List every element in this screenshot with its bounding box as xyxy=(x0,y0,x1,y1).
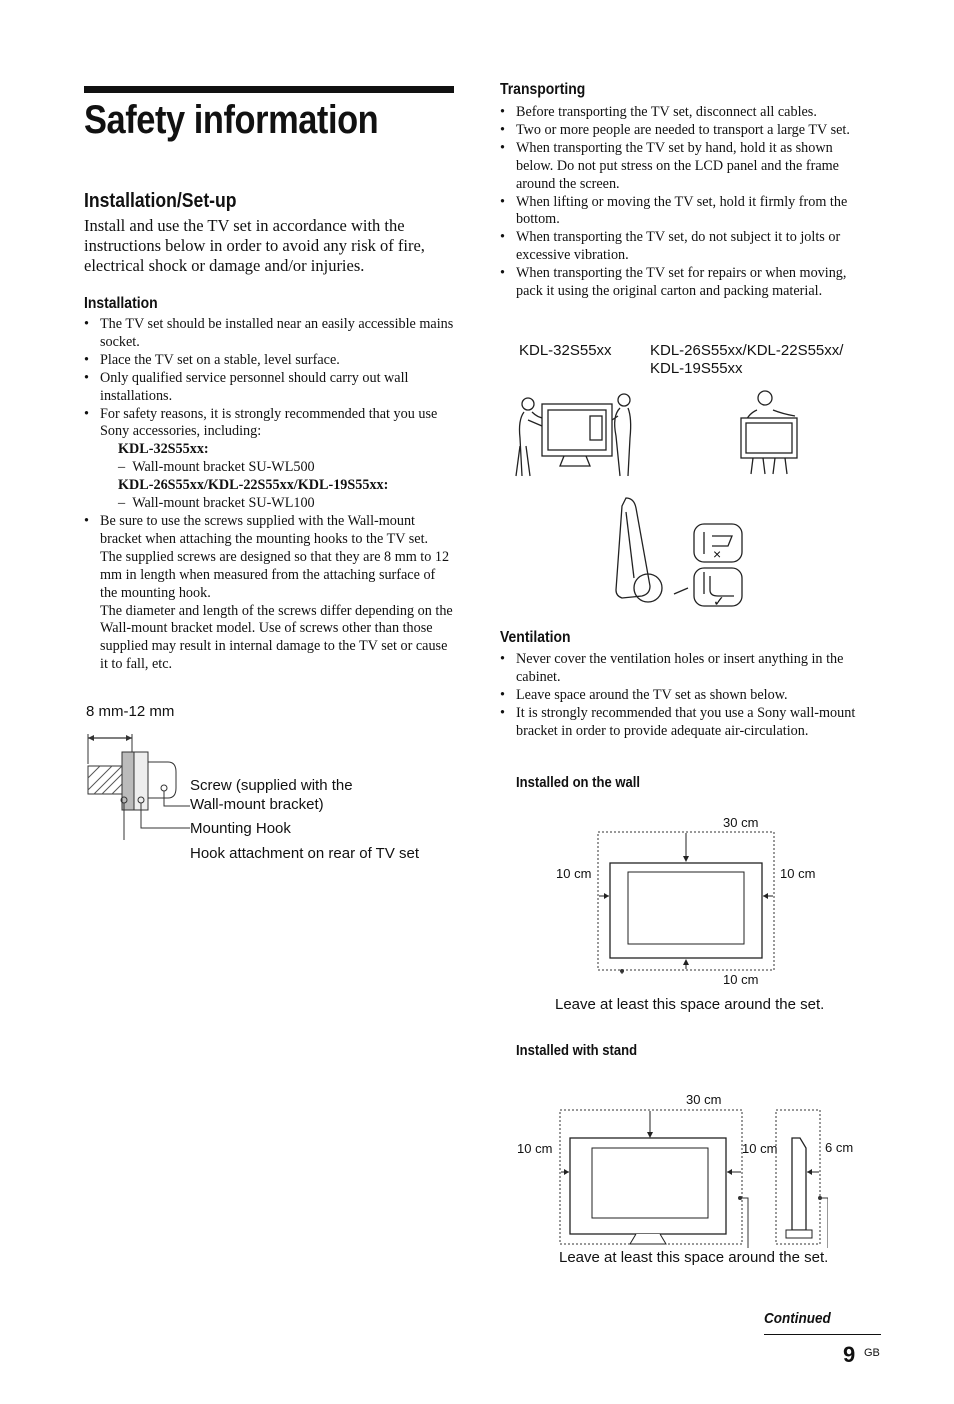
model-label: KDL-26S55xx/KDL-22S55xx/KDL-19S55xx: xyxy=(118,477,389,494)
installation-heading: Installation xyxy=(84,295,158,312)
installation-setup-intro: Install and use the TV set in accordance with the instructions below in order to avoid any risk of fire, electrical shock or damage and/or injuries. xyxy=(84,216,425,275)
page-title: Safety information xyxy=(84,98,379,142)
stand-left-clearance: 10 cm xyxy=(517,1141,553,1156)
installation-list xyxy=(84,316,456,674)
stand-side-clearance: 6 cm xyxy=(825,1140,854,1155)
list-item xyxy=(500,651,870,687)
bracket-text: Wall-mount bracket SU-WL100 xyxy=(132,495,315,512)
list-item xyxy=(500,705,870,741)
list-item xyxy=(500,194,870,230)
list-item-text: When transporting the TV set for repairs or when moving, pack it using the original carton and packing material. xyxy=(516,265,847,300)
two-person-carry-illustration xyxy=(514,390,638,480)
screw-diagram xyxy=(84,720,194,840)
one-person-carry-illustration xyxy=(735,388,805,478)
hook-attachment-label: Hook attachment on rear of TV set xyxy=(190,845,420,862)
list-item xyxy=(500,104,870,122)
screw-label-line1: Screw (supplied with the xyxy=(190,777,353,794)
stand-right-clearance: 10 cm xyxy=(742,1141,778,1156)
transport-model-left: KDL-32S55xx xyxy=(519,342,612,359)
list-item xyxy=(84,370,456,406)
list-item xyxy=(84,316,456,352)
list-item-text: Place the TV set on a stable, level surface. xyxy=(100,351,340,368)
list-item xyxy=(84,513,456,674)
list-item-text: Leave space around the TV set as shown below. xyxy=(516,686,788,703)
ventilation-list xyxy=(500,651,870,741)
mounting-hook-label: Mounting Hook xyxy=(190,820,291,837)
wall-clearance-diagram xyxy=(596,830,778,974)
stand-top-clearance: 30 cm xyxy=(686,1092,722,1107)
list-item-text: Never cover the ventilation holes or insert anything in the cabinet. xyxy=(516,651,844,685)
screw-label-line2: Wall-mount bracket) xyxy=(190,796,324,813)
list-item-text: When lifting or moving the TV set, hold it firmly from the bottom. xyxy=(516,193,848,228)
list-item-text: The supplied screws are designed so that they are 8 mm to 12 mm in length when measured from the attaching surface of the mounting hook. xyxy=(100,548,450,601)
list-item-text: The diameter and length of the screws differ depending on the Wall-mount bracket model. Use of screws other than those supplied may result in internal damage to the TV set or cause it to fall, etc. xyxy=(100,602,453,673)
transporting-heading: Transporting xyxy=(500,81,586,98)
screw-dimension-label: 8 mm-12 mm xyxy=(86,703,175,720)
stand-clearance-diagram xyxy=(558,1108,828,1248)
list-item xyxy=(500,687,870,705)
wall-left-clearance: 10 cm xyxy=(556,866,592,881)
continued-label: Continued xyxy=(764,1310,831,1327)
right-mark: ✓ xyxy=(713,593,725,609)
bracket-item: – Wall-mount bracket SU-WL100 xyxy=(118,495,315,512)
wrong-mark: × xyxy=(713,546,722,562)
list-item-text: Before transporting the TV set, disconnect all cables. xyxy=(516,104,817,120)
list-item-text: It is strongly recommended that you use a Sony wall-mount bracket in order to provide adequate air-circulation. xyxy=(516,704,856,739)
list-item xyxy=(500,229,870,265)
list-item-text: When transporting the TV set by hand, hold it as shown below. Do not put stress on the LCD panel and the frame around the screen. xyxy=(516,139,839,192)
wall-right-clearance: 10 cm xyxy=(780,866,816,881)
list-item-text: For safety reasons, it is strongly recommended that you use Sony accessories, including: xyxy=(100,405,438,440)
list-item xyxy=(500,140,870,194)
title-rule xyxy=(84,86,454,93)
wall-caption: Leave at least this space around the set. xyxy=(555,996,825,1013)
wall-bottom-clearance: 10 cm xyxy=(723,972,759,987)
footer-rule xyxy=(764,1334,881,1335)
bracket-text: Wall-mount bracket SU-WL500 xyxy=(132,459,315,476)
list-item-text: Two or more people are needed to transport a large TV set. xyxy=(516,121,850,138)
transport-model-right-line1: KDL-26S55xx/KDL-22S55xx/ xyxy=(650,342,844,359)
ventilation-heading: Ventilation xyxy=(500,629,571,646)
list-item-text: When transporting the TV set, do not subject it to jolts or excessive vibration. xyxy=(516,229,841,264)
list-item xyxy=(84,352,456,370)
list-item xyxy=(500,265,870,301)
page-suffix: GB xyxy=(864,1347,880,1359)
wall-top-clearance: 30 cm xyxy=(723,815,759,830)
transport-model-right-line2: KDL-19S55xx xyxy=(650,360,743,377)
wall-install-heading: Installed on the wall xyxy=(516,775,641,791)
bracket-item: – Wall-mount bracket SU-WL500 xyxy=(118,459,315,476)
list-item xyxy=(500,122,870,140)
transporting-list xyxy=(500,104,870,301)
list-item xyxy=(84,406,456,513)
hold-from-bottom-illustration xyxy=(612,492,762,614)
stand-caption: Leave at least this space around the set. xyxy=(559,1249,829,1266)
stand-install-heading: Installed with stand xyxy=(516,1043,638,1059)
model-label: KDL-32S55xx: xyxy=(118,441,209,458)
list-item-text: Only qualified service personnel should carry out wall installations. xyxy=(100,369,409,404)
list-item-text: • Be sure to use the screws supplied with the Wall-mount bracket when attaching the mounting hooks to the TV set. xyxy=(100,512,429,547)
page-number: 9 xyxy=(843,1342,856,1367)
installation-setup-heading: Installation/Set-up xyxy=(84,190,237,212)
list-item-text: The TV set should be installed near an easily accessible mains socket. xyxy=(100,316,454,350)
